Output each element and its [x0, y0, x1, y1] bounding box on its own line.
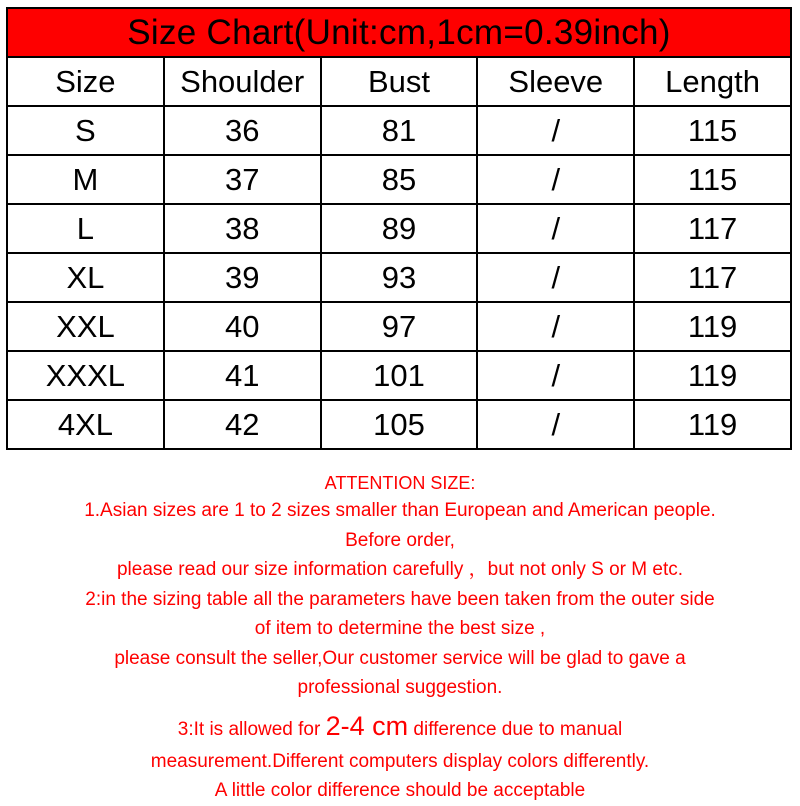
note-text: 3:It is allowed for [177, 718, 326, 740]
note-line: measurement.Different computers display colors differently. [150, 750, 650, 772]
table-row [7, 302, 791, 351]
cell-bust: 97 [321, 302, 478, 351]
chart-title: Size Chart(Unit:cm,1cm=0.39inch) [6, 7, 792, 58]
cell-shoulder: 36 [164, 106, 321, 155]
cell-size: M [7, 155, 164, 204]
header-shoulder: Shoulder [164, 58, 321, 106]
table-row [7, 400, 791, 449]
cell-sleeve: / [477, 253, 634, 302]
note-line: 1.Asian sizes are 1 to 2 sizes smaller than European and American people. [84, 500, 716, 521]
note-text: difference due to manual [408, 718, 623, 740]
attention-notes [0, 470, 800, 806]
cell-sleeve: / [477, 106, 634, 155]
table-header-row [7, 58, 791, 106]
cell-shoulder: 37 [164, 155, 321, 204]
cell-size: S [7, 106, 164, 155]
note-line: A little color difference should be acceptable [214, 780, 586, 801]
table-row [7, 204, 791, 253]
cell-sleeve: / [477, 351, 634, 400]
cell-length: 115 [634, 106, 791, 155]
cell-shoulder: 39 [164, 253, 321, 302]
note-line: please read our size information carefully ，but not only S or M etc. [116, 559, 684, 580]
cell-length: 117 [634, 204, 791, 253]
cell-bust: 85 [321, 155, 478, 204]
cell-shoulder: 42 [164, 400, 321, 449]
table-row [7, 155, 791, 204]
cell-length: 115 [634, 155, 791, 204]
cell-size: 4XL [7, 400, 164, 449]
cell-size: XXXL [7, 351, 164, 400]
cell-sleeve: / [477, 155, 634, 204]
table-row [7, 106, 791, 155]
cell-bust: 105 [321, 400, 478, 449]
cell-bust: 89 [321, 204, 478, 253]
table-row [7, 253, 791, 302]
header-sleeve: Sleeve [477, 58, 634, 106]
cell-size: XXL [7, 302, 164, 351]
cell-length: 117 [634, 253, 791, 302]
note-line: Before order, [345, 529, 455, 551]
header-size: Size [7, 58, 164, 106]
cell-sleeve: / [477, 400, 634, 449]
table-row [7, 351, 791, 400]
cell-length: 119 [634, 302, 791, 351]
attention-heading: ATTENTION SIZE: [324, 473, 476, 493]
size-chart [6, 7, 792, 450]
cell-size: XL [7, 253, 164, 302]
cell-bust: 81 [321, 106, 478, 155]
note-line: professional suggestion. [297, 677, 503, 698]
cell-shoulder: 41 [164, 351, 321, 400]
header-length: Length [634, 58, 791, 106]
note-line: of item to determine the best size , [254, 618, 546, 639]
cell-shoulder: 40 [164, 302, 321, 351]
header-bust: Bust [321, 58, 478, 106]
cell-length: 119 [634, 351, 791, 400]
cell-bust: 93 [321, 253, 478, 302]
cell-sleeve: / [477, 302, 634, 351]
note-line: 2:in the sizing table all the parameters have been taken from the outer side [85, 588, 715, 610]
size-table [6, 58, 792, 450]
note-line-tolerance [0, 709, 800, 747]
cell-bust: 101 [321, 351, 478, 400]
cell-size: L [7, 204, 164, 253]
cell-length: 119 [634, 400, 791, 449]
cell-shoulder: 38 [164, 204, 321, 253]
note-line: please consult the seller,Our customer service will be glad to gave a [114, 647, 686, 669]
cell-sleeve: / [477, 204, 634, 253]
tolerance-value: 2-4 cm [325, 710, 409, 741]
